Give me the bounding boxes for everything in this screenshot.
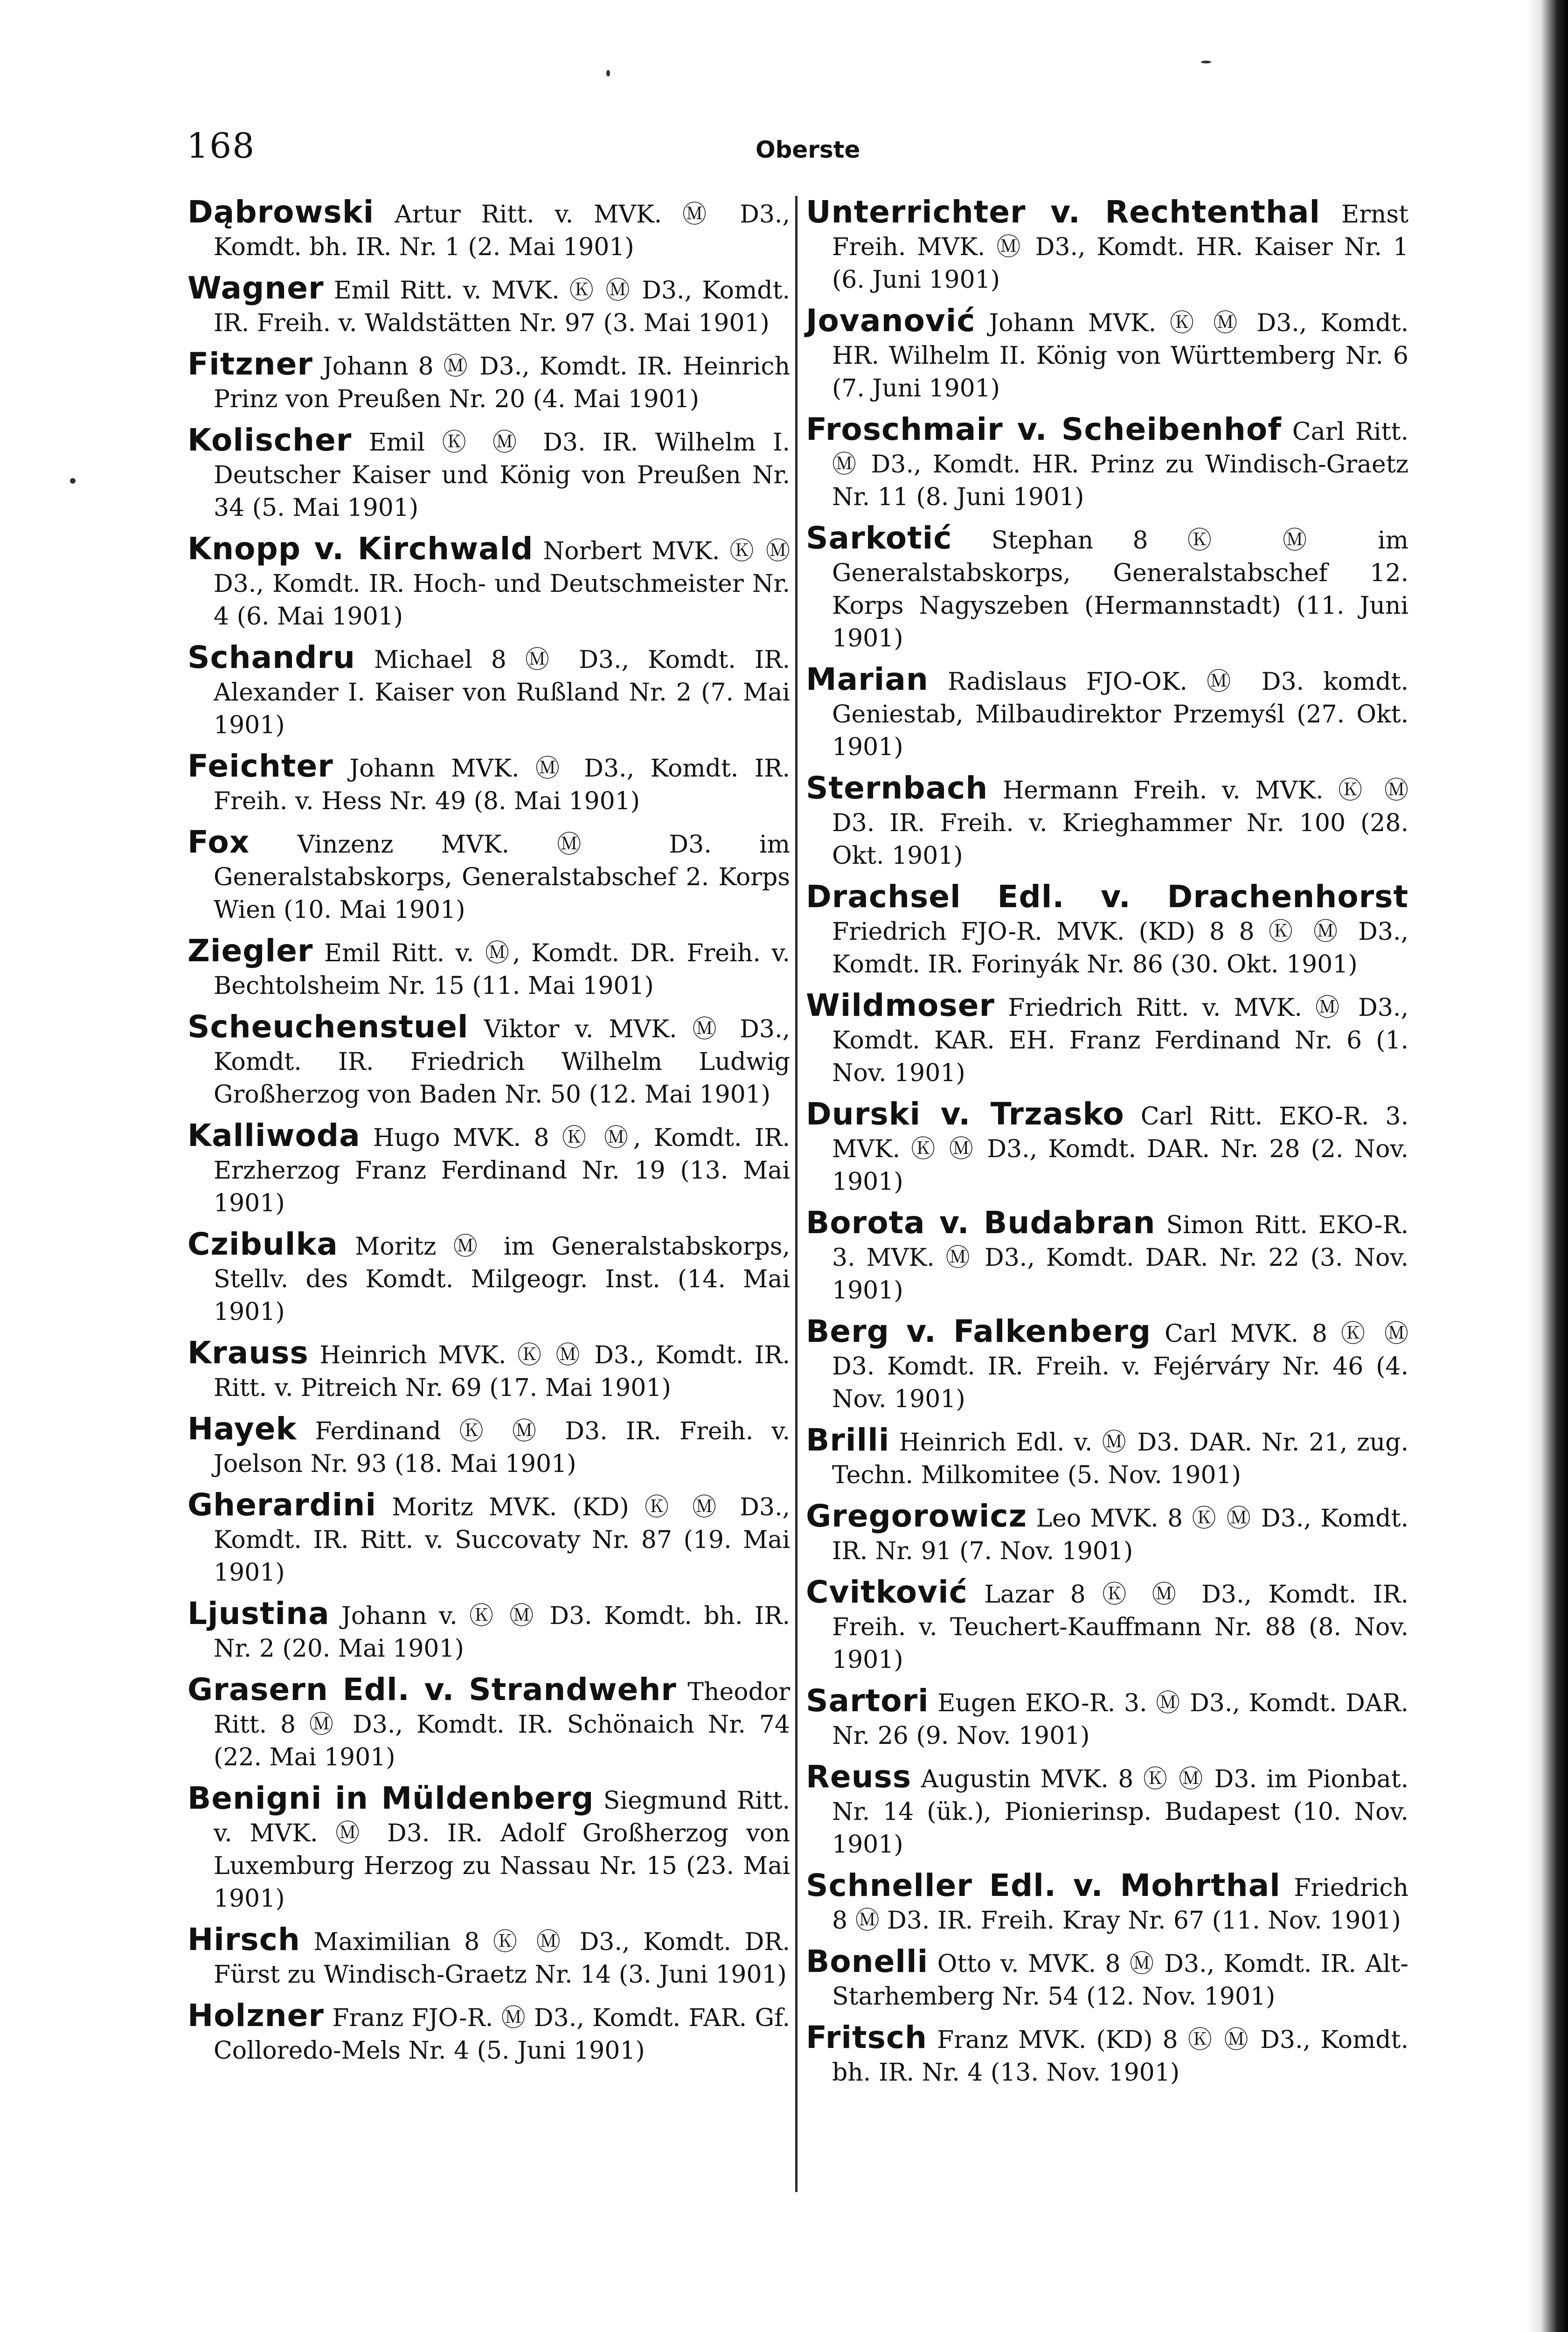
entry-details: Michael 8 Ⓜ D3., Komdt. IR. Alexander I. Kaiser von Rußland Nr. 2 (7. Mai 1901) — [214, 646, 790, 739]
entry — [806, 663, 1408, 763]
entry-name: Sarkotić — [806, 520, 952, 556]
entry-name: Fox — [187, 824, 250, 860]
entry-details: Leo MVK. 8 Ⓚ Ⓜ D3., Komdt. IR. Nr. 91 (7. Nov. 1901) — [832, 1505, 1408, 1565]
entry-name: Ljustina — [187, 1596, 330, 1631]
entry — [187, 196, 790, 264]
entry-name: Czibulka — [187, 1226, 338, 1262]
entry — [187, 348, 790, 416]
entry-details: Moritz Ⓜ im Generalstabskorps, Stellv. des Komdt. Milgeogr. Inst. (14. Mai 1901) — [214, 1233, 790, 1326]
entry-details: Emil Ritt. v. MVK. Ⓚ Ⓜ D3., Komdt. IR. Freih. v. Waldstätten Nr. 97 (3. Mai 1901) — [214, 277, 790, 337]
entry — [187, 1489, 790, 1589]
entry-name: Reuss — [806, 1759, 912, 1795]
entry-name: Cvitković — [806, 1574, 968, 1610]
entry — [187, 1011, 790, 1111]
entry-details: Johann MVK. Ⓚ Ⓜ D3., Komdt. HR. Wilhelm II. König von Württemberg Nr. 6 (7. Juni 1901) — [832, 309, 1409, 403]
entry-details: Emil Ritt. v. Ⓜ, Komdt. DR. Freih. v. Bechtolsheim Nr. 15 (11. Mai 1901) — [214, 939, 791, 1000]
entry-details: Friedrich Ritt. v. MVK. Ⓜ D3., Komdt. KAR. EH. Franz Ferdinand Nr. 6 (1. Nov. 1901) — [832, 994, 1408, 1087]
entry-details: Carl Ritt. EKO-R. 3. MVK. Ⓚ Ⓜ D3., Komdt. DAR. Nr. 28 (2. Nov. 1901) — [832, 1103, 1408, 1196]
entry-details: Eugen EKO-R. 3. Ⓜ D3., Komdt. DAR. Nr. 26 (9. Nov. 1901) — [832, 1689, 1408, 1750]
entry-details: Ernst Freih. MVK. Ⓜ D3., Komdt. HR. Kaiser Nr. 1 (6. Juni 1901) — [832, 201, 1408, 294]
entry-name: Krauss — [187, 1335, 309, 1371]
column-divider — [795, 196, 798, 2192]
entry-name: Grasern Edl. v. Strandwehr — [187, 1672, 677, 1707]
entry-details: Augustin MVK. 8 Ⓚ Ⓜ D3. im Pionbat. Nr. 14 (ük.), Pionierinsp. Budapest (10. Nov. 1901) — [832, 1765, 1408, 1859]
entry-details: Maximilian 8 Ⓚ Ⓜ D3., Komdt. DR. Fürst zu Windisch-Graetz Nr. 14 (3. Juni 1901) — [214, 1928, 790, 1989]
entry-details: Norbert MVK. Ⓚ Ⓜ D3., Komdt. IR. Hoch- und Deutschmeister Nr. 4 (6. Mai 1901) — [214, 537, 790, 631]
entry-details: Otto v. MVK. 8 Ⓜ D3., Komdt. IR. Alt-Starhemberg Nr. 54 (12. Nov. 1901) — [832, 1950, 1408, 2011]
entry — [187, 1923, 790, 1991]
entry-name: Drachsel Edl. v. Drachenhorst — [806, 879, 1408, 915]
entry — [806, 1424, 1408, 1492]
entry-name: Froschmair v. Scheibenhof — [806, 411, 1282, 447]
entry-name: Sternbach — [806, 770, 988, 806]
entry — [806, 1315, 1408, 1416]
entry-name: Fitzner — [187, 346, 313, 382]
entry-name: Durski v. Trzasko — [806, 1096, 1124, 1132]
entry — [806, 1500, 1408, 1568]
entry-details: Theodor Ritt. 8 Ⓜ D3., Komdt. IR. Schönaich Nr. 74 (22. Mai 1901) — [214, 1678, 790, 1771]
entry-details: Lazar 8 Ⓚ Ⓜ D3., Komdt. IR. Freih. v. Teuchert-Kauffmann Nr. 88 (8. Nov. 1901) — [832, 1581, 1408, 1674]
entry-name: Scheuchenstuel — [187, 1009, 469, 1045]
entry-details: Friedrich 8 Ⓜ D3. IR. Freih. Kray Nr. 67 (11. Nov. 1901) — [832, 1874, 1409, 1935]
entry-name: Fritsch — [806, 2020, 927, 2055]
entry — [806, 1098, 1408, 1198]
entry — [806, 1761, 1408, 1861]
entry — [806, 305, 1408, 405]
entry — [806, 1945, 1408, 2013]
entry-details: Heinrich MVK. Ⓚ Ⓜ D3., Komdt. IR. Ritt. v. Pitreich Nr. 69 (17. Mai 1901) — [214, 1341, 790, 1402]
entry-name: Jovanović — [806, 303, 976, 339]
entry-name: Kalliwoda — [187, 1117, 361, 1153]
entry-details: Johann 8 Ⓜ D3., Komdt. IR. Heinrich Prinz von Preußen Nr. 20 (4. Mai 1901) — [214, 353, 790, 413]
entry-name: Knopp v. Kirchwald — [187, 531, 534, 567]
entry-details: Artur Ritt. v. MVK. Ⓜ D3., Komdt. bh. IR. Nr. 1 (2. Mai 1901) — [214, 201, 790, 261]
entry-name: Wildmoser — [806, 987, 995, 1023]
entry-details: Viktor v. MVK. Ⓜ D3., Komdt. IR. Friedrich Wilhelm Ludwig Großherzog von Baden Nr. 50 (12. Mai 1901) — [214, 1015, 791, 1109]
left-column — [187, 196, 790, 2075]
entry — [187, 424, 790, 524]
entry — [806, 2021, 1408, 2089]
entry — [187, 1413, 790, 1480]
entry-details: Carl MVK. 8 Ⓚ Ⓜ D3. Komdt. IR. Freih. v. Fejérváry Nr. 46 (4. Nov. 1901) — [832, 1320, 1409, 1413]
print-speck — [1201, 61, 1211, 63]
entry-details: Hermann Freih. v. MVK. Ⓚ Ⓜ D3. IR. Freih. v. Krieghammer Nr. 100 (28. Okt. 1901) — [832, 777, 1408, 870]
entry-details: Franz MVK. (KD) 8 Ⓚ Ⓜ D3., Komdt. bh. IR. Nr. 4 (13. Nov. 1901) — [832, 2026, 1408, 2087]
entry-details: Emil Ⓚ Ⓜ D3. IR. Wilhelm I. Deutscher Kaiser und König von Preußen Nr. 34 (5. Mai 1901) — [214, 429, 790, 522]
entry — [806, 1869, 1408, 1937]
entry-details: Moritz MVK. (KD) Ⓚ Ⓜ D3., Komdt. IR. Ritt. v. Succovaty Nr. 87 (19. Mai 1901) — [214, 1493, 790, 1587]
entry-name: Brilli — [806, 1422, 890, 1458]
entry-name: Benigni in Müldenberg — [187, 1780, 594, 1816]
entry — [187, 1999, 790, 2067]
entry — [806, 1576, 1408, 1676]
entry-details: Johann v. Ⓚ Ⓜ D3. Komdt. bh. IR. Nr. 2 (20. Mai 1901) — [214, 1602, 790, 1663]
entry-details: Stephan 8 Ⓚ Ⓜ im Generalstabskorps, Generalstabschef 12. Korps Nagyszeben (Hermannstadt) (11. Juni 1901) — [832, 527, 1408, 652]
entry — [187, 641, 790, 742]
entry — [187, 826, 790, 926]
entry — [187, 533, 790, 633]
entry-details: Radislaus FJO-OK. Ⓜ D3. komdt. Geniestab, Milbaudirektor Przemyśl (27. Okt. 1901) — [832, 668, 1409, 761]
entry-name: Hayek — [187, 1411, 297, 1447]
entry-name: Wagner — [187, 270, 324, 306]
entry — [187, 1673, 790, 1774]
entry — [187, 1337, 790, 1404]
running-head: Oberste — [756, 136, 860, 163]
entry — [806, 522, 1408, 655]
entry-details: Johann MVK. Ⓜ D3., Komdt. IR. Freih. v. Hess Nr. 49 (8. Mai 1901) — [214, 755, 790, 815]
entry-name: Ziegler — [187, 933, 313, 969]
entry-details: Vinzenz MVK. Ⓜ D3. im Generalstabskorps, Generalstabschef 2. Korps Wien (10. Mai 1901) — [214, 831, 790, 924]
entry — [806, 196, 1408, 296]
entry-name: Bonelli — [806, 1943, 929, 1979]
entry-name: Hirsch — [187, 1922, 300, 1957]
entry-name: Borota v. Budabran — [806, 1205, 1156, 1241]
entry-name: Gregorowicz — [806, 1498, 1027, 1534]
entry-details: Franz FJO-R. Ⓜ D3., Komdt. FAR. Gf. Colloredo-Mels Nr. 4 (5. Juni 1901) — [214, 2004, 790, 2065]
print-speck — [70, 478, 76, 484]
right-column — [806, 196, 1408, 2097]
entry-name: Schandru — [187, 639, 355, 675]
entry-details: Ferdinand Ⓚ Ⓜ D3. IR. Freih. v. Joelson Nr. 93 (18. Mai 1901) — [214, 1417, 790, 1478]
entry-name: Sartori — [806, 1683, 929, 1719]
entry-name: Feichter — [187, 748, 333, 784]
entry — [806, 772, 1408, 872]
entry — [187, 935, 790, 1002]
entry — [187, 1119, 790, 1220]
entry — [806, 881, 1408, 981]
entry — [187, 272, 790, 340]
entry-name: Gherardini — [187, 1487, 377, 1523]
entry-details: Carl Ritt. Ⓜ D3., Komdt. HR. Prinz zu Windisch-Graetz Nr. 11 (8. Juni 1901) — [832, 418, 1408, 511]
entry-name: Unterrichter v. Rechtenthal — [806, 194, 1321, 230]
entry-name: Berg v. Falkenberg — [806, 1313, 1152, 1349]
entry — [187, 1228, 790, 1328]
page-number: 168 — [187, 126, 256, 166]
scan-edge-shadow — [1526, 0, 1568, 2332]
entry — [187, 750, 790, 818]
entry-name: Holzner — [187, 1998, 324, 2034]
entry-details: Simon Ritt. EKO-R. 3. MVK. Ⓜ D3., Komdt. DAR. Nr. 22 (3. Nov. 1901) — [832, 1211, 1409, 1305]
print-speck — [606, 70, 610, 76]
entry-name: Kolischer — [187, 422, 352, 458]
entry-name: Schneller Edl. v. Mohrthal — [806, 1867, 1281, 1903]
entry — [187, 1782, 790, 1915]
entry — [806, 413, 1408, 514]
entry — [806, 1685, 1408, 1752]
entry-details: Siegmund Ritt. v. MVK. Ⓜ D3. IR. Adolf Großherzog von Luxemburg Herzog zu Nassau Nr. 15 (23. Mai 1901) — [214, 1787, 790, 1913]
entry-details: Friedrich FJO-R. MVK. (KD) 8 8 Ⓚ Ⓜ D3., Komdt. IR. Forinyák Nr. 86 (30. Okt. 1901) — [832, 918, 1408, 979]
entry — [806, 1207, 1408, 1307]
entry-name: Dąbrowski — [187, 194, 375, 230]
entry-name: Marian — [806, 661, 929, 697]
entry — [806, 989, 1408, 1090]
entry — [187, 1597, 790, 1665]
entry-details: Heinrich Edl. v. Ⓜ D3. DAR. Nr. 21, zug. Techn. Milkomitee (5. Nov. 1901) — [832, 1429, 1408, 1489]
entry-details: Hugo MVK. 8 Ⓚ Ⓜ, Komdt. IR. Erzherzog Franz Ferdinand Nr. 19 (13. Mai 1901) — [214, 1124, 790, 1217]
